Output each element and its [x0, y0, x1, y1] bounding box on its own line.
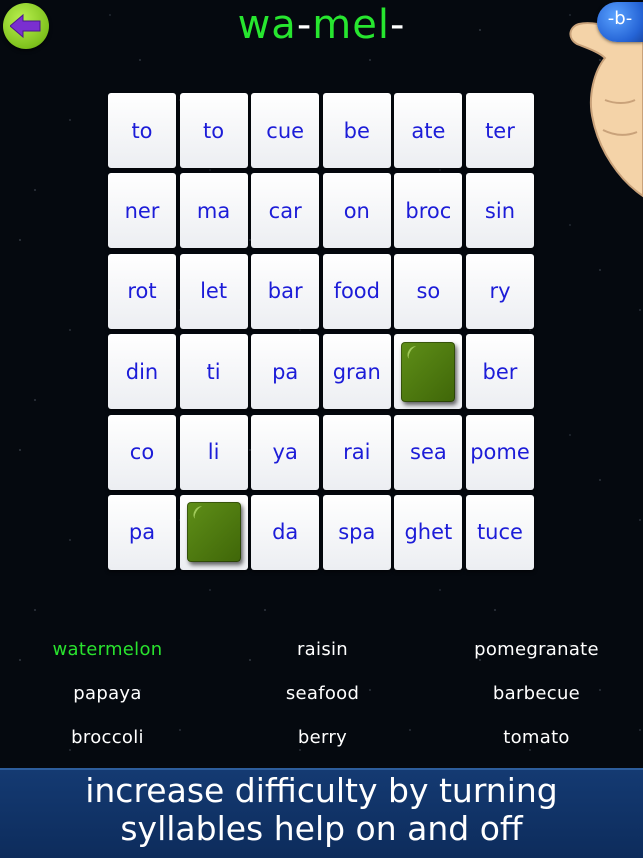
word-target: tomato — [503, 727, 570, 748]
word-target: pomegranate — [474, 639, 599, 660]
banner-line: syllables help on and off — [120, 809, 523, 848]
syllable-tile[interactable]: broc — [394, 173, 462, 248]
syllable-tile[interactable]: din — [108, 334, 176, 409]
syllable-tile[interactable]: sea — [394, 415, 462, 490]
syllable-tile[interactable]: da — [251, 495, 319, 570]
syllable-tile[interactable]: to — [180, 93, 248, 168]
syllable-tile[interactable]: let — [180, 254, 248, 329]
title-dash: - — [389, 2, 406, 48]
syllable-tile[interactable]: ya — [251, 415, 319, 490]
syllable-tile[interactable]: be — [323, 93, 391, 168]
syllable-tile[interactable]: ti — [180, 334, 248, 409]
syllable-tile[interactable]: ma — [180, 173, 248, 248]
syllable-tile[interactable]: pa — [108, 495, 176, 570]
syllable-tile[interactable]: tuce — [466, 495, 534, 570]
green-block-icon — [401, 342, 455, 402]
syllable-tile[interactable]: ry — [466, 254, 534, 329]
syllable-tile[interactable]: ber — [466, 334, 534, 409]
syllable-tile[interactable]: rot — [108, 254, 176, 329]
green-block-icon — [187, 502, 241, 562]
banner-line: increase difficulty by turning — [85, 771, 558, 810]
word-target: broccoli — [71, 727, 144, 748]
syllable-tile[interactable]: food — [323, 254, 391, 329]
word-target: seafood — [285, 683, 360, 704]
syllable-tile[interactable]: bar — [251, 254, 319, 329]
title-dash: - — [296, 2, 313, 48]
syllable-tile[interactable]: pome — [466, 415, 534, 490]
syllable-hint-toggle[interactable]: -b- — [597, 2, 643, 42]
word-target: barbecue — [492, 683, 581, 704]
word-target: raisin — [296, 639, 349, 660]
syllable-tile[interactable]: ghet — [394, 495, 462, 570]
syllable-tile[interactable]: li — [180, 415, 248, 490]
syllable-tile[interactable]: rai — [323, 415, 391, 490]
syllable-tile[interactable]: cue — [251, 93, 319, 168]
title-syllable: mel — [312, 2, 390, 48]
syllable-tile[interactable]: to — [108, 93, 176, 168]
syllable-tile[interactable]: ner — [108, 173, 176, 248]
syllable-tile[interactable]: gran — [323, 334, 391, 409]
used-tile[interactable] — [394, 334, 462, 409]
syllable-tile[interactable]: so — [394, 254, 462, 329]
syllable-tile[interactable]: co — [108, 415, 176, 490]
title-syllable: wa — [237, 2, 297, 48]
promo-banner — [0, 768, 643, 858]
syllable-tile[interactable]: ate — [394, 93, 462, 168]
syllable-tile[interactable]: pa — [251, 334, 319, 409]
word-list — [0, 635, 643, 760]
syllable-tile[interactable]: ter — [466, 93, 534, 168]
syllable-tile[interactable]: spa — [323, 495, 391, 570]
word-target: berry — [297, 727, 348, 748]
current-word-progress — [0, 2, 643, 48]
syllable-tile[interactable]: car — [251, 173, 319, 248]
syllable-tile[interactable]: sin — [466, 173, 534, 248]
word-target: papaya — [73, 683, 142, 704]
syllable-grid — [108, 93, 534, 570]
used-tile[interactable] — [180, 495, 248, 570]
syllable-tile[interactable]: on — [323, 173, 391, 248]
word-found: watermelon — [52, 639, 163, 660]
